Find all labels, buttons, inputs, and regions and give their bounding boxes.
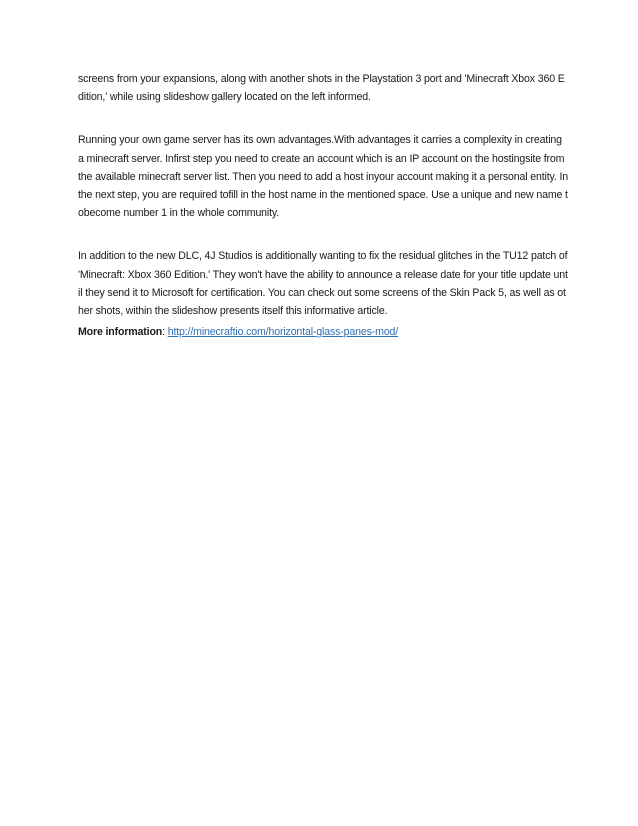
paragraph-dlc: In addition to the new DLC, 4J Studios is additionally wanting to fix the residual glitches in the TU12 patch of 'Minecraft: Xbox 360 Edition.' They won't have the ability to announce a release date for your title update until they send it to Microsoft for certification. You can check out some screens of the Skin Pack 5, as well as other shots, within the slideshow presents itself this informative article. [78,250,568,318]
more-information-separator: : [162,326,168,339]
more-information-link[interactable]: http://minecraftio.com/horizontal-glass-panes-mod/ [167,326,399,339]
paragraph-game-server: Running your own game server has its own advantages.With advantages it carries a complexity in creating a minecraft server. Infirst step you need to create an account which is an IP account on the hostingsite from the available minecraft server list. Then you need to add a host inyour account making it a personal entity. In the next step, you are required tofill in the host name in the mentioned space. Use a unique and new name tobecome number 1 in the whole community. [78,134,568,220]
document-body [78,70,568,341]
more-information-label: More information [78,326,163,339]
more-information-line [78,323,568,341]
paragraph-expansions: screens from your expansions, along with another shots in the Playstation 3 port and 'Minecraft Xbox 360 Edition,' while using slideshow gallery located on the left informed. [78,73,565,104]
